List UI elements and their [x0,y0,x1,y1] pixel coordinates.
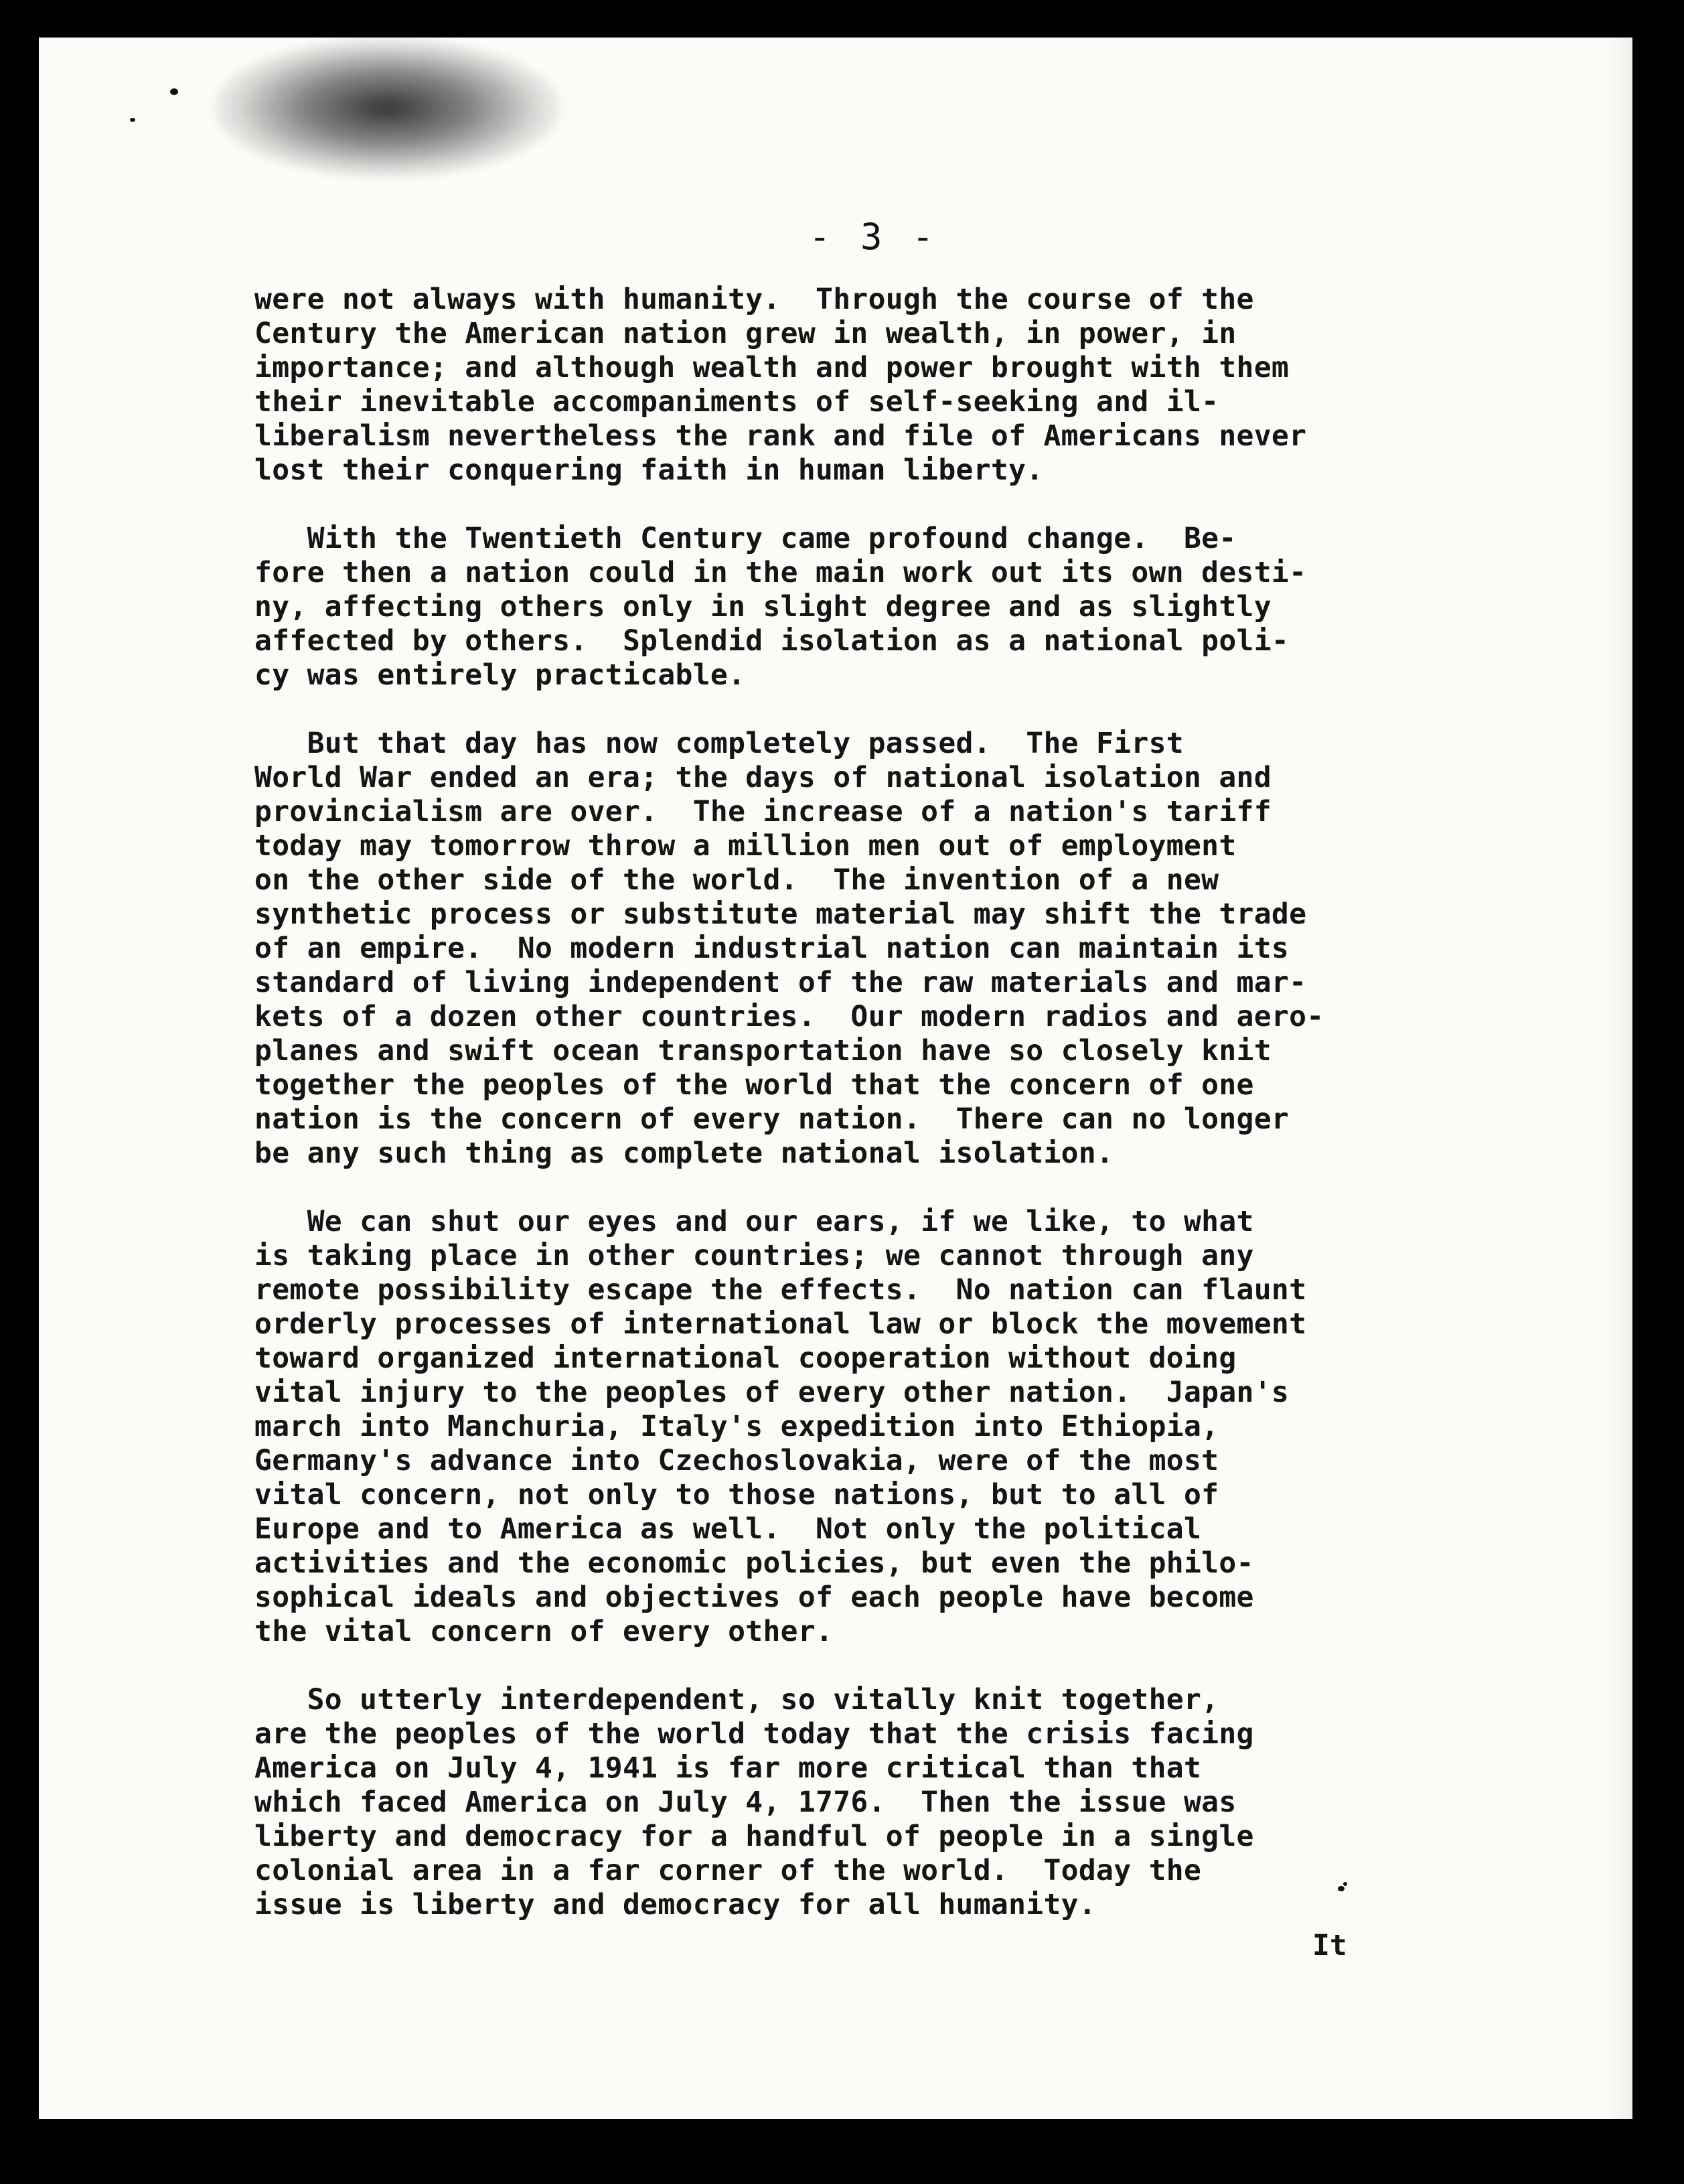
text-line: nation is the concern of every nation. There can no longer [254,1102,1290,1136]
text-line: issue is liberty and democracy for all humanity. [254,1888,1097,1921]
text-line: liberty and democracy for a handful of people in a single [254,1820,1254,1853]
text-line: So utterly interdependent, so vitally knit together, [254,1683,1219,1717]
text-line: orderly processes of international law or block the movement [254,1307,1307,1341]
text-line: kets of a dozen other countries. Our modern radios and aero- [254,1000,1324,1033]
text-line: toward organized international cooperation without doing [254,1341,1237,1375]
text-line: of an empire. No modern industrial nation can maintain its [254,932,1290,965]
text-line: Century the American nation grew in wealth, in power, in [254,317,1237,350]
ink-smudge [213,38,561,178]
paper-edge-shadow [1606,38,1632,2119]
text-line: be any such thing as complete national isolation. [254,1137,1114,1170]
text-line: liberalism nevertheless the rank and file of Americans never [254,419,1307,453]
text-line: vital concern, not only to those nations, but to all of [254,1478,1219,1512]
text-line: fore then a nation could in the main work out its own desti- [254,556,1307,589]
text-line: march into Manchuria, Italy's expedition into Ethiopia, [254,1410,1219,1443]
catchword: It [1312,1929,1347,1962]
text-line: is taking place in other countries; we cannot through any [254,1239,1254,1272]
text-line: We can shut our eyes and our ears, if we like, to what [254,1205,1254,1238]
document-page [39,38,1632,2119]
text-line: ny, affecting others only in slight degree and as slightly [254,590,1272,624]
text-line: World War ended an era; the days of national isolation and [254,761,1272,794]
text-line: which faced America on July 4, 1776. Then the issue was [254,1786,1237,1819]
ink-speck [130,118,135,122]
paragraph [254,1683,1567,1922]
text-line: affected by others. Splendid isolation as a national poli- [254,624,1290,658]
text-line: colonial area in a far corner of the world. Today the [254,1854,1202,1887]
text-line: cy was entirely practicable. [254,658,746,692]
text-line: lost their conquering faith in human liberty. [254,453,1044,487]
text-line: Europe and to America as well. Not only the political [254,1512,1202,1546]
text-line: sophical ideals and objectives of each people have become [254,1581,1254,1614]
text-line: activities and the economic policies, but even the philo- [254,1546,1254,1580]
text-line: were not always with humanity. Through the course of the [254,283,1254,316]
page-number: - 3 - [809,216,938,258]
paragraph [254,522,1567,693]
paragraph [254,1205,1567,1649]
ink-speck [170,88,178,95]
text-line: are the peoples of the world today that the crisis facing [254,1717,1254,1751]
text-line: synthetic process or substitute material may shift the trade [254,897,1307,931]
text-line: America on July 4, 1941 is far more critical than that [254,1751,1202,1785]
text-line: standard of living independent of the raw materials and mar- [254,966,1307,999]
text-line: importance; and although wealth and power brought with them [254,351,1290,384]
text-line: With the Twentieth Century came profound change. Be- [254,522,1237,555]
text-line: planes and swift ocean transportation have so closely knit [254,1034,1272,1068]
text-line: Germany's advance into Czechoslovakia, were of the most [254,1444,1219,1477]
text-line: remote possibility escape the effects. No nation can flaunt [254,1273,1307,1307]
paragraph [254,727,1567,1171]
text-line: today may tomorrow throw a million men out of employment [254,829,1237,863]
text-line: But that day has now completely passed. The First [254,727,1184,760]
text-line: the vital concern of every other. [254,1615,834,1648]
text-line: vital injury to the peoples of every other nation. Japan's [254,1376,1290,1409]
paragraph [254,283,1567,488]
text-line: provincialism are over. The increase of a nation's tariff [254,795,1272,828]
text-line: on the other side of the world. The invention of a new [254,863,1219,897]
text-line: their inevitable accompaniments of self-seeking and il- [254,385,1219,419]
body-text [254,283,1567,1956]
text-line: together the peoples of the world that the concern of one [254,1068,1254,1102]
